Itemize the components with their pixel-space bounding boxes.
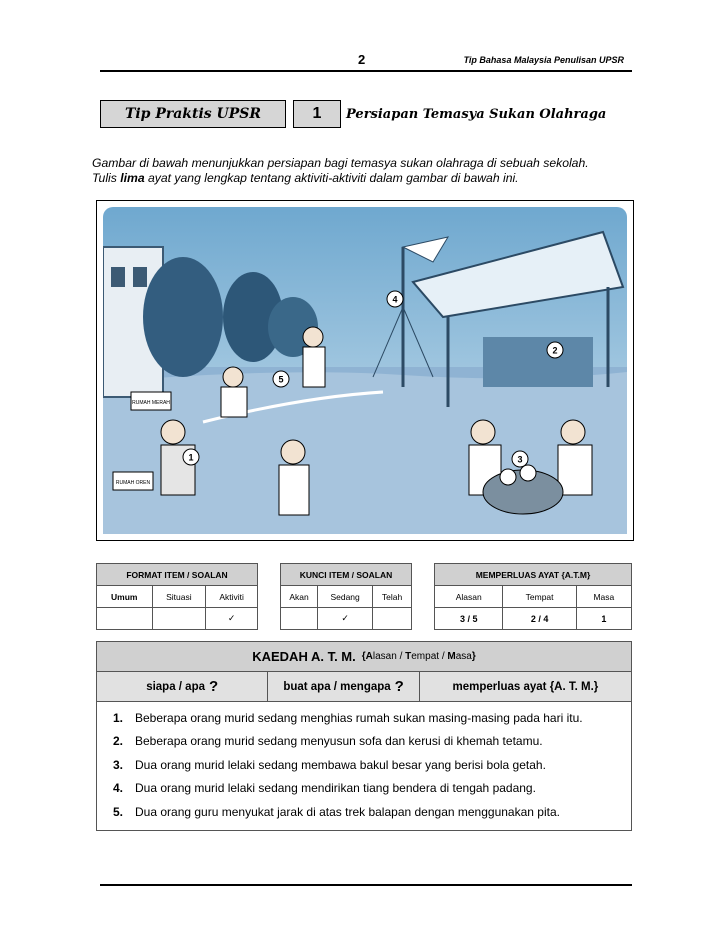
col-buat-apa: [268, 672, 419, 701]
kaedah-atm-box: [96, 641, 632, 831]
illustration: [103, 207, 627, 534]
marker-label: 4: [392, 294, 398, 305]
student-figure: [561, 420, 585, 444]
title-number: 1: [312, 105, 322, 122]
answer-number: 5.: [113, 804, 124, 819]
column-label: siapa / apa: [146, 680, 205, 693]
list-item: [97, 753, 631, 777]
atm-col-alasan: Alasan: [435, 586, 503, 608]
column-label: memperluas ayat {A. T. M.}: [452, 680, 599, 693]
student-figure: [221, 387, 247, 417]
subtitle-text: asa: [455, 651, 472, 662]
kunci-col-sedang: Sedang: [318, 586, 373, 608]
answer-list: [97, 702, 631, 830]
activity-picture: [96, 200, 634, 541]
brace: {: [361, 651, 366, 662]
question-mark: ?: [209, 678, 219, 695]
kunci-table-title: KUNCI ITEM / SOALAN: [281, 564, 412, 586]
instruction-text: Tulis: [92, 171, 121, 185]
instruction-line-2: [92, 171, 652, 186]
marker-label: 2: [552, 345, 558, 356]
format-item-table: [96, 563, 258, 630]
marker-4: [387, 291, 403, 307]
brace: }: [471, 651, 476, 662]
student-figure: [161, 420, 185, 444]
ball-icon: [520, 465, 536, 481]
kunci-col-telah: Telah: [373, 586, 412, 608]
list-item: [97, 730, 631, 754]
kunci-item-table: [280, 563, 412, 630]
answer-number: 4.: [113, 781, 124, 796]
atm-col-tempat: Tempat: [503, 586, 576, 608]
instruction: [92, 156, 652, 186]
kaedah-title-bar: [97, 642, 631, 672]
column-label: buat apa / mengapa: [283, 680, 391, 693]
atm-col-masa: Masa: [576, 586, 631, 608]
kaedah-subtitle: [362, 651, 476, 662]
column-label: Situasi: [166, 591, 192, 602]
subtitle-letter: A: [365, 651, 373, 662]
student-figure: [223, 367, 243, 387]
window-icon: [133, 267, 147, 287]
column-label: Umum: [111, 591, 138, 602]
sign-text: RUMAH MERAH: [132, 400, 170, 406]
page-number: 2: [358, 52, 366, 67]
format-val-umum: [97, 608, 153, 630]
ball-icon: [500, 469, 516, 485]
title-label-box: [100, 100, 286, 128]
list-item: [97, 706, 631, 730]
subtitle-letter: T: [405, 651, 412, 662]
kunci-val-akan: [281, 608, 318, 630]
marker-label: 1: [188, 452, 194, 463]
kunci-col-akan: Akan: [281, 586, 318, 608]
atm-val-alasan: 3 / 5: [435, 608, 503, 630]
kaedah-column-headers: [97, 672, 631, 702]
answer-number: 2.: [113, 734, 124, 749]
col-memperluas-ayat: [420, 672, 631, 701]
answer-text: Beberapa orang murid sedang menghias rumah sukan masing-masing pada hari itu.: [135, 710, 583, 725]
subtitle-text: empat /: [411, 651, 448, 662]
list-item: [97, 777, 631, 801]
header-rule: [100, 70, 632, 72]
instruction-line-1: Gambar di bawah menunjukkan persiapan bagi temasya sukan olahraga di sebuah sekolah.: [92, 156, 589, 170]
list-item: [97, 800, 631, 824]
marker-3: [512, 451, 528, 467]
answer-text: Beberapa orang murid sedang menyusun sofa dan kerusi di khemah tetamu.: [135, 734, 543, 749]
question-mark: ?: [394, 678, 404, 695]
chairs: [483, 337, 593, 387]
subtitle-text: lasan /: [372, 651, 406, 662]
student-figure: [471, 420, 495, 444]
running-title: Tip Bahasa Malaysia Penulisan UPSR: [463, 55, 624, 65]
atm-table: [434, 563, 632, 630]
student-figure: [558, 445, 592, 495]
format-table-title: FORMAT ITEM / SOALAN: [97, 564, 258, 586]
answer-text: Dua orang murid lelaki sedang mendirikan tiang bendera di tengah padang.: [135, 781, 536, 796]
sign-text: RUMAH OREN: [115, 480, 151, 486]
format-val-situasi: [152, 608, 206, 630]
marker-label: 3: [517, 454, 523, 465]
atm-val-masa: 1: [576, 608, 631, 630]
atm-val-tempat: 2 / 4: [503, 608, 576, 630]
format-col-aktiviti: [206, 586, 258, 608]
format-col-umum: [97, 586, 153, 608]
teacher-figure: [303, 327, 323, 347]
format-val-aktiviti-check-icon: ✓: [206, 608, 258, 630]
marker-5: [273, 371, 289, 387]
marker-2: [547, 342, 563, 358]
title-label: Tip Praktis UPSR: [124, 106, 262, 122]
tree-icon: [143, 257, 223, 377]
subtitle-letter: M: [447, 651, 456, 662]
title-topic: Persiapan Temasya Sukan Olahraga: [346, 107, 607, 122]
column-label: Aktiviti: [219, 591, 244, 602]
answer-number: 1.: [113, 710, 124, 725]
marker-label: 5: [278, 374, 284, 385]
answer-number: 3.: [113, 757, 124, 772]
instruction-text: ayat yang lengkap tentang aktiviti-aktiviti dalam gambar di bawah ini.: [144, 171, 519, 185]
kaedah-title: KAEDAH A. T. M.: [252, 649, 356, 664]
student-figure: [281, 440, 305, 464]
window-icon: [111, 267, 125, 287]
format-col-situasi: [152, 586, 206, 608]
student-figure: [279, 465, 309, 515]
atm-table-title: MEMPERLUAS AYAT {A.T.M}: [435, 564, 632, 586]
title-number-box: [293, 100, 341, 128]
footer-rule: [100, 884, 632, 886]
teacher-figure: [303, 347, 325, 387]
answer-text: Dua orang guru menyukat jarak di atas trek balapan dengan menggunakan pita.: [135, 804, 560, 819]
answer-text: Dua orang murid lelaki sedang membawa bakul besar yang berisi bola getah.: [135, 757, 546, 772]
marker-1: [183, 449, 199, 465]
kunci-val-telah: [373, 608, 412, 630]
instruction-emphasis: lima: [120, 171, 145, 185]
kunci-val-sedang-check-icon: ✓: [318, 608, 373, 630]
col-siapa-apa: [97, 672, 268, 701]
